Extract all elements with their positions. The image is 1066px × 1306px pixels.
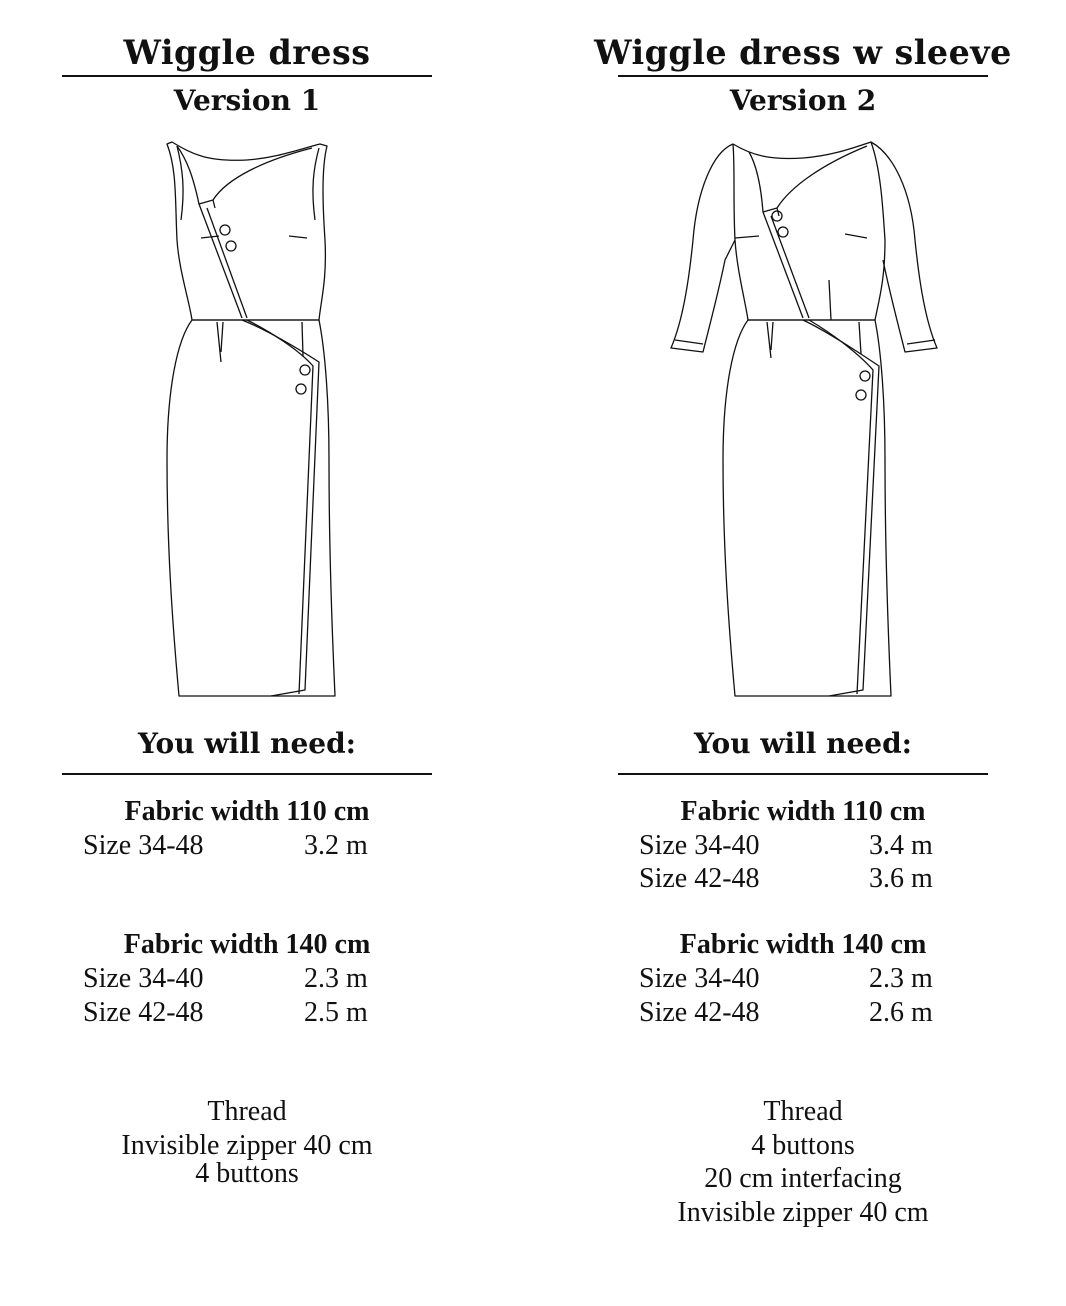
fabric-140-size-2: Size 42-48 [639, 997, 760, 1028]
fabric-140-size-2: Size 42-48 [83, 997, 204, 1028]
notion-item: 20 cm interfacing [704, 1163, 902, 1194]
fabric-140-amount-2: 2.6 m [869, 997, 933, 1028]
title-divider [618, 75, 988, 77]
fabric-140-amount-1: 2.3 m [304, 963, 368, 994]
title-divider [62, 75, 432, 77]
sleeveless-dress-illustration [97, 130, 397, 710]
fabric-140-heading: Fabric width 140 cm [679, 929, 927, 960]
fabric-110-amount-2: 3.6 m [869, 863, 933, 894]
notion-item: 4 buttons [751, 1130, 855, 1161]
version-1-column [7, 0, 487, 1306]
fabric-110-size-2: Size 42-48 [639, 863, 760, 894]
version-label: Version 2 [729, 84, 877, 117]
notion-item: Invisible zipper 40 cm [677, 1197, 929, 1228]
pattern-title: Wiggle dress w sleeve [594, 33, 1012, 73]
need-divider [62, 773, 432, 775]
version-2-column [563, 0, 1043, 1306]
sleeved-dress-illustration [653, 130, 953, 710]
notion-item: Thread [763, 1096, 843, 1127]
fabric-140-amount-1: 2.3 m [869, 963, 933, 994]
fabric-110-size-1: Size 34-48 [83, 830, 204, 861]
fabric-140-amount-2: 2.5 m [304, 997, 368, 1028]
version-label: Version 1 [173, 84, 321, 117]
notion-item: 4 buttons [195, 1158, 299, 1189]
need-divider [618, 773, 988, 775]
fabric-110-amount-1: 3.2 m [304, 830, 368, 861]
notion-item: Thread [207, 1096, 287, 1127]
fabric-140-size-1: Size 34-40 [83, 963, 204, 994]
fabric-110-heading: Fabric width 110 cm [124, 796, 370, 827]
fabric-140-heading: Fabric width 140 cm [123, 929, 371, 960]
you-will-need-heading: You will need: [138, 727, 356, 760]
fabric-110-heading: Fabric width 110 cm [680, 796, 926, 827]
pattern-title: Wiggle dress [123, 33, 371, 73]
fabric-140-size-1: Size 34-40 [639, 963, 760, 994]
notion-item: Invisible zipper 40 cm [121, 1130, 373, 1161]
fabric-110-size-1: Size 34-40 [639, 830, 760, 861]
fabric-110-amount-1: 3.4 m [869, 830, 933, 861]
you-will-need-heading: You will need: [694, 727, 912, 760]
